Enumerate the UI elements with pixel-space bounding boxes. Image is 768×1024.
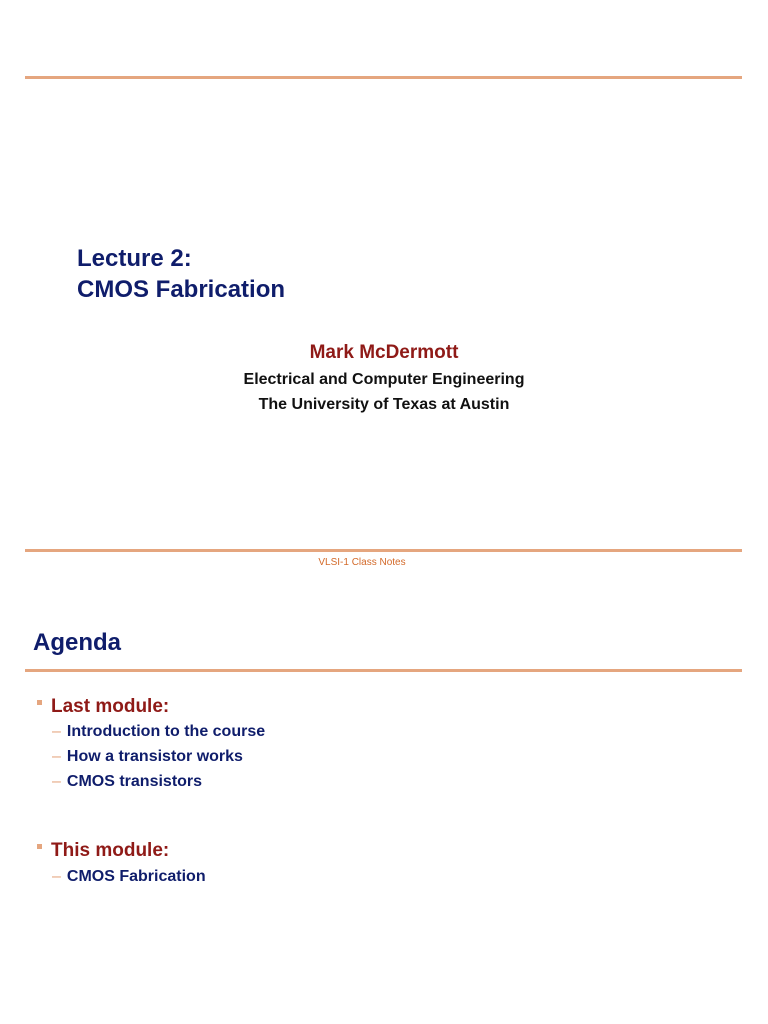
- dash-bullet-icon: –: [52, 748, 61, 765]
- dash-bullet-icon: –: [52, 868, 61, 885]
- list-item: [52, 771, 202, 793]
- square-bullet-icon: [37, 700, 42, 705]
- list-item: [52, 746, 243, 768]
- list-item-label: Introduction to the course: [66, 723, 266, 740]
- lecture-title: CMOS Fabrication: [77, 276, 286, 303]
- agenda-title: Agenda: [33, 629, 122, 656]
- top-divider: [25, 76, 742, 79]
- square-bullet-icon: [37, 844, 42, 849]
- list-item-label: CMOS Fabrication: [66, 868, 206, 885]
- list-item: [52, 721, 265, 743]
- section-heading-this-module: [37, 839, 169, 863]
- section-heading-label: This module:: [51, 840, 170, 861]
- slide-footer: VLSI-1 Class Notes: [318, 557, 406, 568]
- dash-bullet-icon: –: [52, 723, 61, 740]
- university: The University of Texas at Austin: [258, 396, 510, 413]
- footer-divider: [25, 549, 742, 552]
- lecture-number: Lecture 2:: [77, 245, 192, 272]
- list-item-label: How a transistor works: [66, 748, 243, 765]
- author-name: Mark McDermott: [309, 342, 459, 363]
- dash-bullet-icon: –: [52, 773, 61, 790]
- department: Electrical and Computer Engineering: [243, 371, 525, 388]
- list-item: [52, 866, 206, 888]
- list-item-label: CMOS transistors: [66, 773, 203, 790]
- section-heading-label: Last module:: [51, 696, 170, 717]
- agenda-divider: [25, 669, 742, 672]
- section-heading-last-module: [37, 695, 169, 719]
